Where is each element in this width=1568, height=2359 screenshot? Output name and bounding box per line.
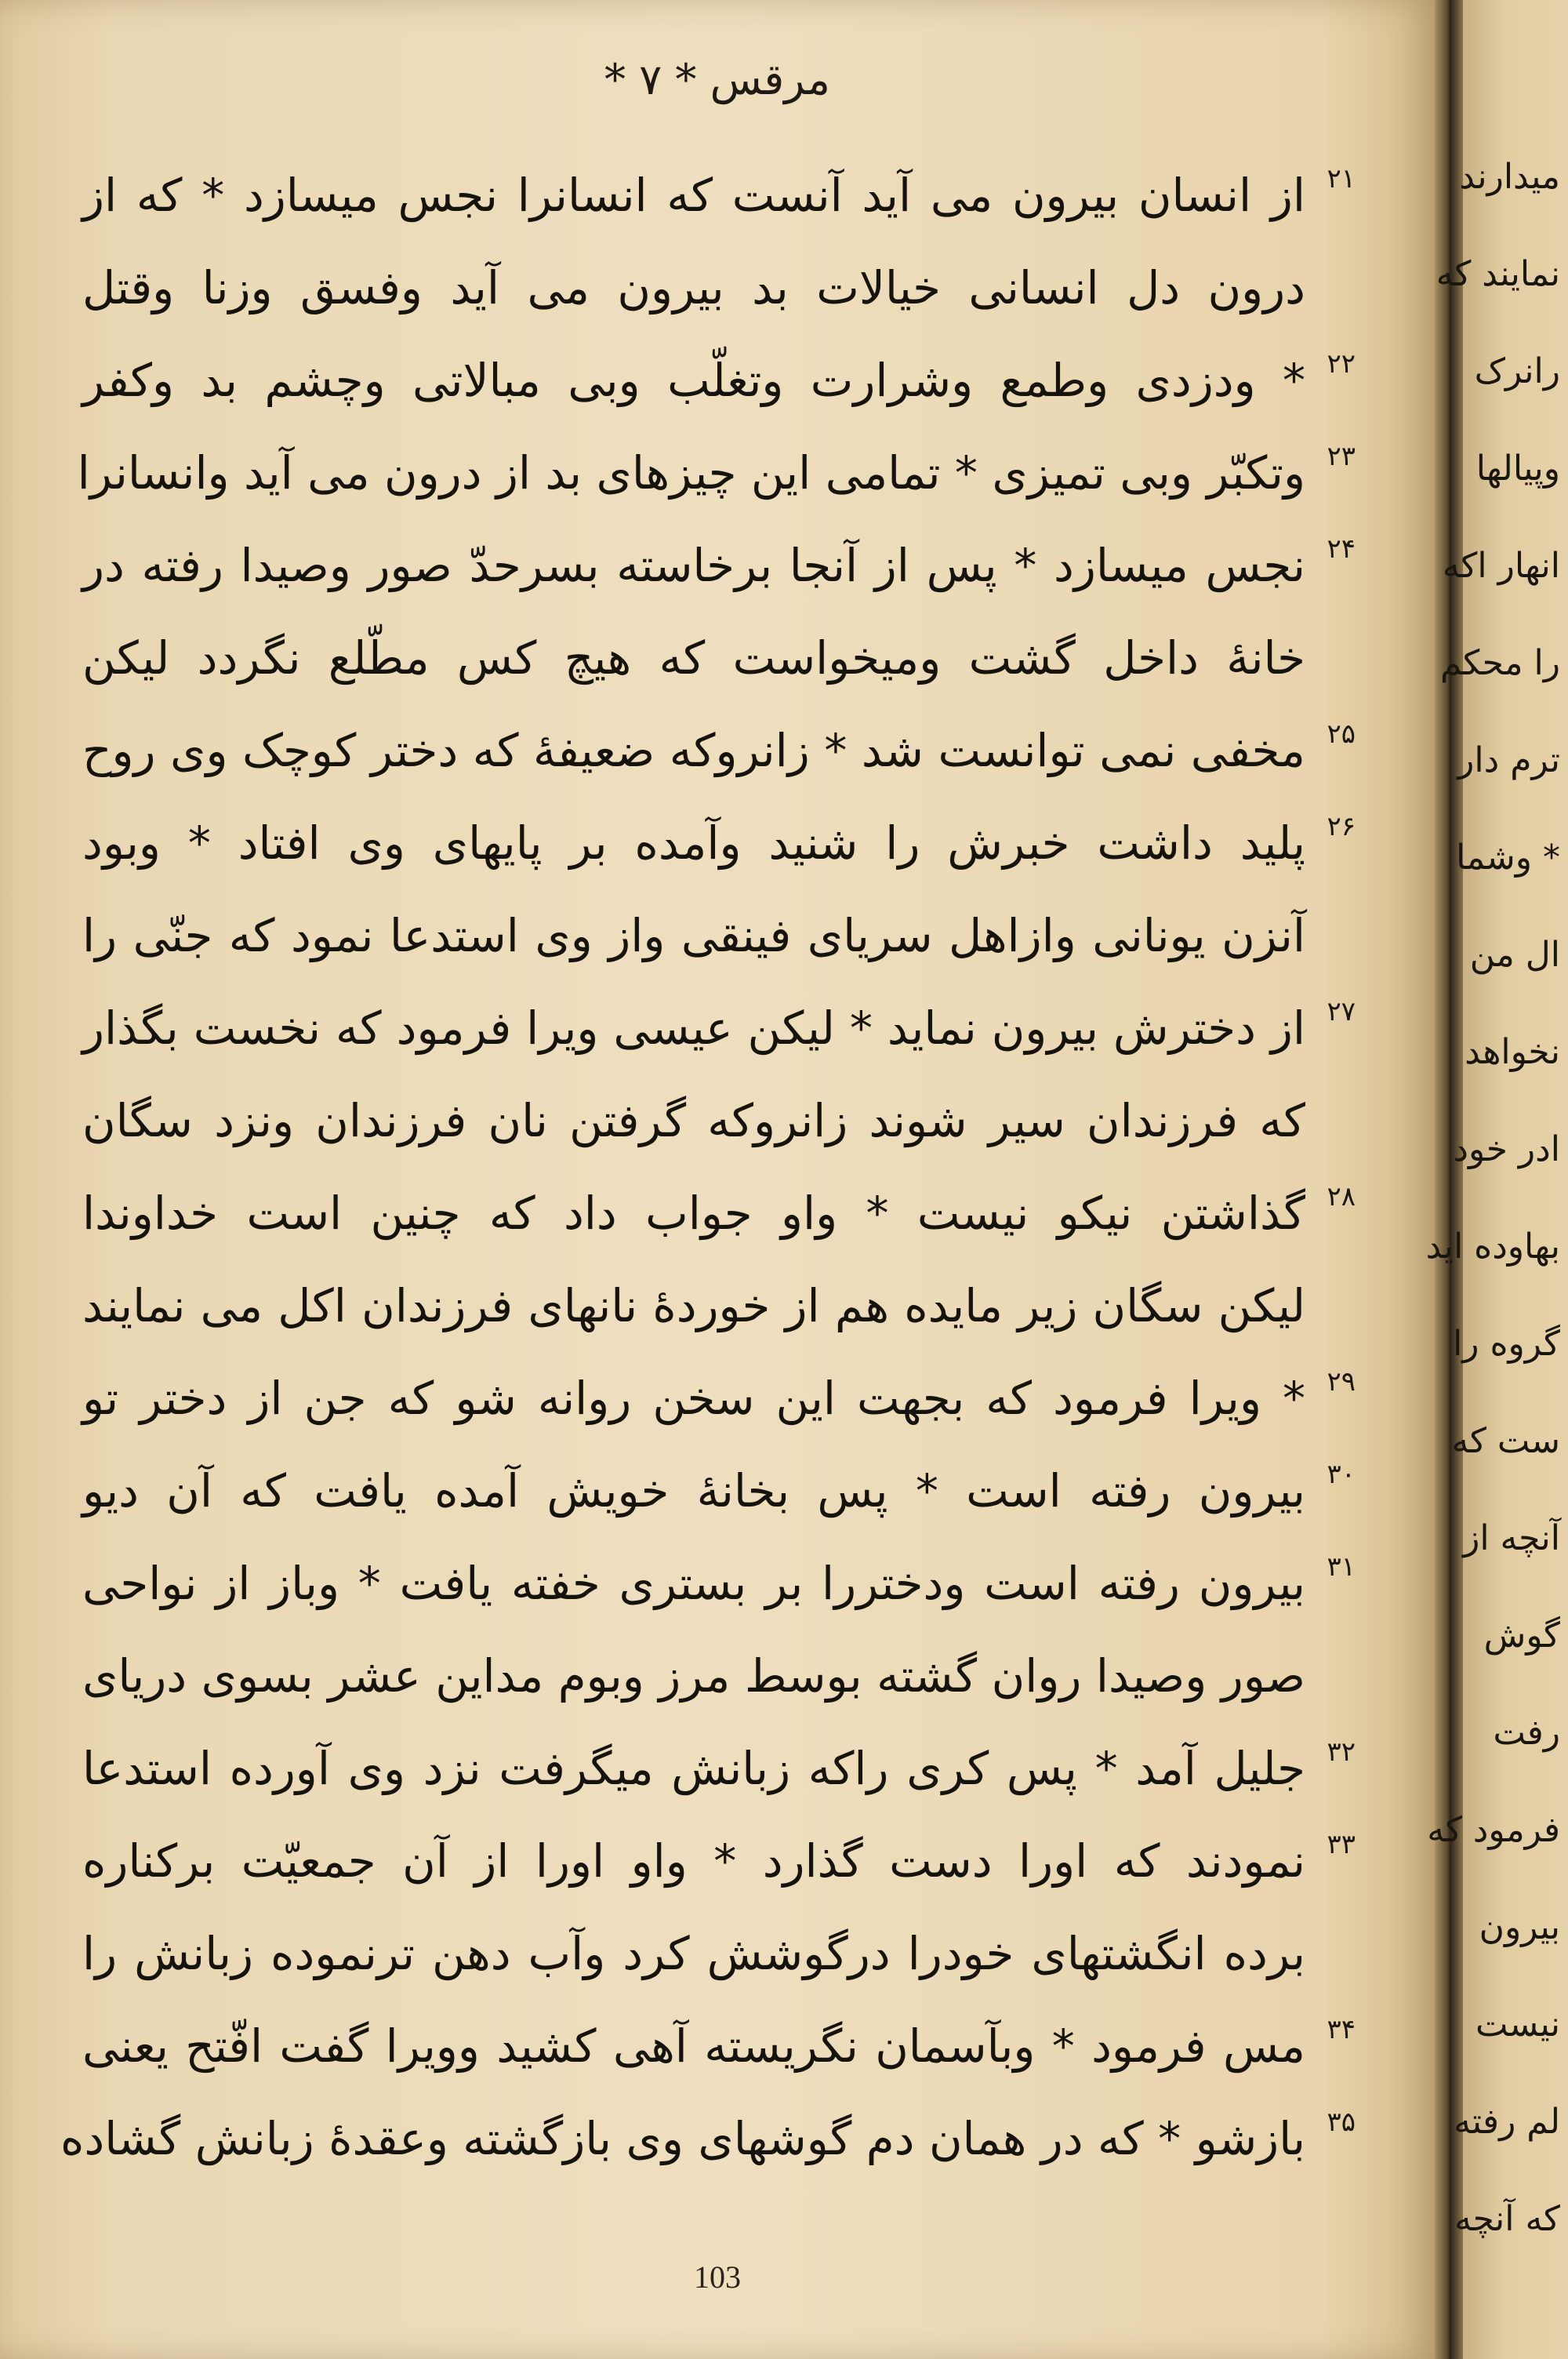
facing-fragment: * وشما: [1456, 838, 1560, 878]
line-text: برده انگشتهای خودرا درگوشش کرد وآب دهن ترنموده زبانش را: [82, 1927, 1305, 1980]
text-line: [82, 1722, 1356, 1815]
facing-fragment: گوش: [1483, 1616, 1560, 1656]
text-line: [82, 704, 1356, 797]
line-text: نمودند که اورا دست گذارد * واو اورا از آن جمعیّت برکناره: [82, 1834, 1305, 1888]
line-text: بازشو * که در همان دم گوشهای وی بازگشته وعقدهٔ زبانش گشاده: [60, 2112, 1305, 2165]
facing-fragment: گروه را: [1453, 1324, 1560, 1364]
text-line: [60, 2092, 1356, 2185]
facing-fragment: آنچه از: [1463, 1518, 1560, 1558]
line-text: * ویرا فرمود که بجهت این سخن روانه شو که جن از دختر تو: [82, 1372, 1305, 1425]
facing-fragment: ال من: [1469, 935, 1560, 975]
line-text: * ودزدی وطمع وشرارت وتغلّب وبی مبالاتی وچشم بد وکفر: [82, 354, 1305, 407]
verse-number: ۳۱: [1327, 1551, 1356, 1583]
line-text: که فرزندان سیر شوند زانروکه گرفتن نان فرزندان ونزد سگان: [82, 1094, 1305, 1147]
facing-fragment: وپیالها: [1475, 449, 1560, 489]
line-text: گذاشتن نیکو نیست * واو جواب داد که چنین است خداوندا: [82, 1187, 1305, 1240]
line-text: بیرون رفته است ودختررا بر بستری خفته یافت * وباز از نواحی: [82, 1557, 1305, 1610]
verse-number: ۳۰: [1327, 1459, 1356, 1490]
facing-fragment: نمایند که: [1436, 254, 1560, 294]
text-line: [82, 1907, 1305, 2000]
facing-fragment: که آنچه: [1454, 2199, 1560, 2239]
line-text: مس فرمود * وبآسمان نگریسته آهی کشید وویرا گفت افّتح یعنی: [82, 2019, 1305, 2073]
text-line: [82, 889, 1305, 982]
facing-fragment: فرمود که: [1427, 1810, 1560, 1850]
text-line: [82, 242, 1305, 334]
verse-number: ۲۵: [1327, 718, 1356, 750]
text-line: [82, 1167, 1356, 1259]
text-line: [82, 1445, 1356, 1537]
text-line: [82, 797, 1356, 889]
verse-number: ۳۴: [1327, 2014, 1356, 2045]
facing-fragment: را محکم: [1439, 643, 1560, 683]
book-gutter: [1435, 0, 1463, 2359]
text-line: [82, 982, 1356, 1074]
verse-number: ۲۶: [1327, 811, 1356, 842]
verse-number: ۲۲: [1327, 348, 1356, 380]
text-line: [82, 2000, 1356, 2092]
verse-number: ۳۲: [1327, 1736, 1356, 1768]
verse-number: ۳۳: [1327, 1829, 1356, 1860]
verse-number: ۲۳: [1327, 441, 1356, 472]
verse-number: ۲۸: [1327, 1181, 1356, 1212]
verse-number: ۲۴: [1327, 533, 1356, 565]
line-text: درون دل انسانی خیالات بد بیرون می آید وفسق وزنا وقتل: [82, 261, 1305, 314]
facing-fragment: انهار اکه: [1442, 546, 1560, 586]
line-text: از انسان بیرون می آید آنست که انسانرا نجس میسازد * که از: [82, 169, 1305, 222]
text-line: [82, 1074, 1305, 1167]
facing-fragment: رفت: [1493, 1713, 1560, 1753]
line-text: جلیل آمد * پس کری راکه زبانش میگرفت نزد وی آورده استدعا: [82, 1742, 1305, 1795]
line-text: خانهٔ داخل گشت ومیخواست که هیچ کس مطّلع نگردد لیکن: [82, 631, 1305, 685]
facing-fragment: میدارند: [1459, 157, 1560, 197]
facing-fragment: لم رفته: [1454, 2102, 1560, 2142]
text-line: [82, 1352, 1356, 1445]
line-text: وتکبّر وبی تمیزی * تمامی این چیزهای بد از درون می آید وانسانرا: [77, 446, 1305, 500]
line-text: از دخترش بیرون نماید * لیکن عیسی ویرا فرمود که نخست بگذار: [82, 1001, 1305, 1055]
line-text: پلید داشت خبرش را شنید وآمده بر پایهای وی افتاد * وبود: [82, 816, 1305, 870]
facing-fragment: بهاوده اید: [1425, 1227, 1560, 1267]
verse-number: ۲۹: [1327, 1366, 1356, 1398]
facing-fragment: بیرون: [1479, 1907, 1560, 1947]
facing-fragment: نیست: [1475, 2005, 1560, 2045]
verse-number: ۳۵: [1327, 2106, 1356, 2138]
facing-fragment: ادر خود: [1453, 1129, 1560, 1169]
text-line: [82, 1630, 1305, 1722]
facing-page: [1425, 0, 1568, 2359]
facing-fragment: ترم دار: [1457, 740, 1560, 780]
facing-fragment: ست که: [1451, 1421, 1560, 1461]
facing-fragment: نخواهد: [1465, 1032, 1560, 1072]
line-text: بیرون رفته است * پس بخانهٔ خویش آمده یافت که آن دیو: [82, 1464, 1305, 1518]
page-header: مرقس * ۷ *: [604, 55, 830, 104]
verse-number: ۲۷: [1327, 996, 1356, 1027]
text-line: [82, 612, 1305, 704]
text-line: [82, 519, 1356, 612]
verse-number: ۲۱: [1327, 163, 1356, 194]
facing-fragment: رانرک: [1474, 351, 1560, 391]
text-line: [82, 334, 1356, 427]
text-line: [82, 1259, 1305, 1352]
line-text: نجس میسازد * پس از آنجا برخاسته بسرحدّ صور وصیدا رفته در: [82, 539, 1305, 592]
text-line: [77, 427, 1356, 519]
line-text: آنزن یونانی وازاهل سریای فینقی واز وی استدعا نمود که جنّی را: [82, 909, 1305, 962]
text-line: [82, 149, 1356, 242]
page-number: 103: [694, 2259, 741, 2295]
text-block: [60, 149, 1356, 2185]
text-line: [82, 1815, 1356, 1907]
line-text: صور وصیدا روان گشته بوسط مرز وبوم مداین عشر بسوی دریای: [82, 1649, 1305, 1703]
text-line: [82, 1537, 1356, 1630]
line-text: لیکن سگان زیر مایده هم از خوردهٔ نانهای فرزندان اکل می نمایند: [82, 1279, 1305, 1332]
line-text: مخفی نمی توانست شد * زانروکه ضعیفهٔ که دختر کوچک وی روح: [82, 724, 1305, 777]
